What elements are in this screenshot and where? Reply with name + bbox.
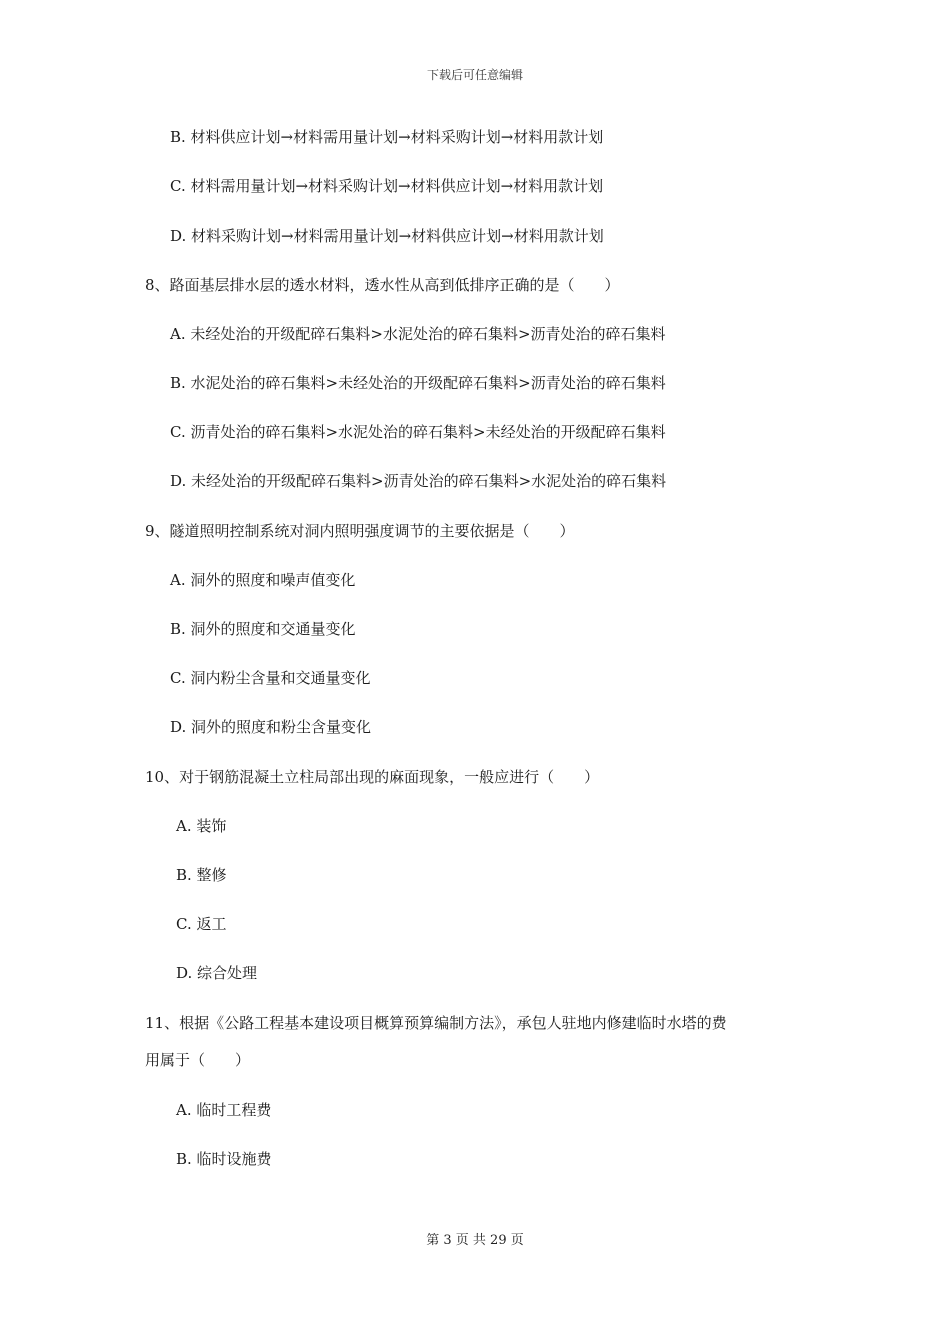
option-11a: A. 临时工程费 bbox=[176, 1101, 272, 1119]
option-9b: B. 洞外的照度和交通量变化 bbox=[170, 620, 356, 638]
option-7b: B. 材料供应计划→材料需用量计划→材料采购计划→材料用款计划 bbox=[170, 128, 604, 146]
option-8d: D. 未经处治的开级配碎石集料>沥青处治的碎石集料>水泥处治的碎石集料 bbox=[170, 472, 667, 490]
option-7d: D. 材料采购计划→材料需用量计划→材料供应计划→材料用款计划 bbox=[170, 227, 604, 245]
option-9a: A. 洞外的照度和噪声值变化 bbox=[170, 571, 356, 589]
option-8a: A. 未经处治的开级配碎石集料>水泥处治的碎石集料>沥青处治的碎石集料 bbox=[170, 325, 666, 343]
option-9c: C. 洞内粉尘含量和交通量变化 bbox=[170, 669, 371, 687]
option-11b: B. 临时设施费 bbox=[176, 1150, 272, 1168]
option-10c: C. 返工 bbox=[176, 915, 227, 933]
option-9d: D. 洞外的照度和粉尘含量变化 bbox=[170, 718, 372, 736]
option-8b: B. 水泥处治的碎石集料>未经处治的开级配碎石集料>沥青处治的碎石集料 bbox=[170, 374, 666, 392]
option-10d: D. 综合处理 bbox=[176, 964, 258, 982]
question-8: 8、路面基层排水层的透水材料，透水性从高到低排序正确的是（ ） bbox=[145, 276, 620, 294]
option-10a: A. 装饰 bbox=[176, 817, 227, 835]
option-10b: B. 整修 bbox=[176, 866, 227, 884]
option-7c: C. 材料需用量计划→材料采购计划→材料供应计划→材料用款计划 bbox=[170, 177, 604, 195]
question-11-line-2: 用属于（ ） bbox=[145, 1051, 251, 1069]
option-8c: C. 沥青处治的碎石集料>水泥处治的碎石集料>未经处治的开级配碎石集料 bbox=[170, 423, 666, 441]
question-9: 9、隧道照明控制系统对洞内照明强度调节的主要依据是（ ） bbox=[145, 522, 575, 540]
question-11-line-1: 11、根据《公路工程基本建设项目概算预算编制方法》，承包人驻地内修建临时水塔的费 bbox=[145, 1014, 727, 1032]
page-footer: 第 3 页 共 29 页 bbox=[426, 1233, 524, 1248]
page-header: 下载后可任意编辑 bbox=[426, 68, 523, 82]
question-10: 10、对于钢筋混凝土立柱局部出现的麻面现象，一般应进行（ ） bbox=[145, 768, 600, 786]
